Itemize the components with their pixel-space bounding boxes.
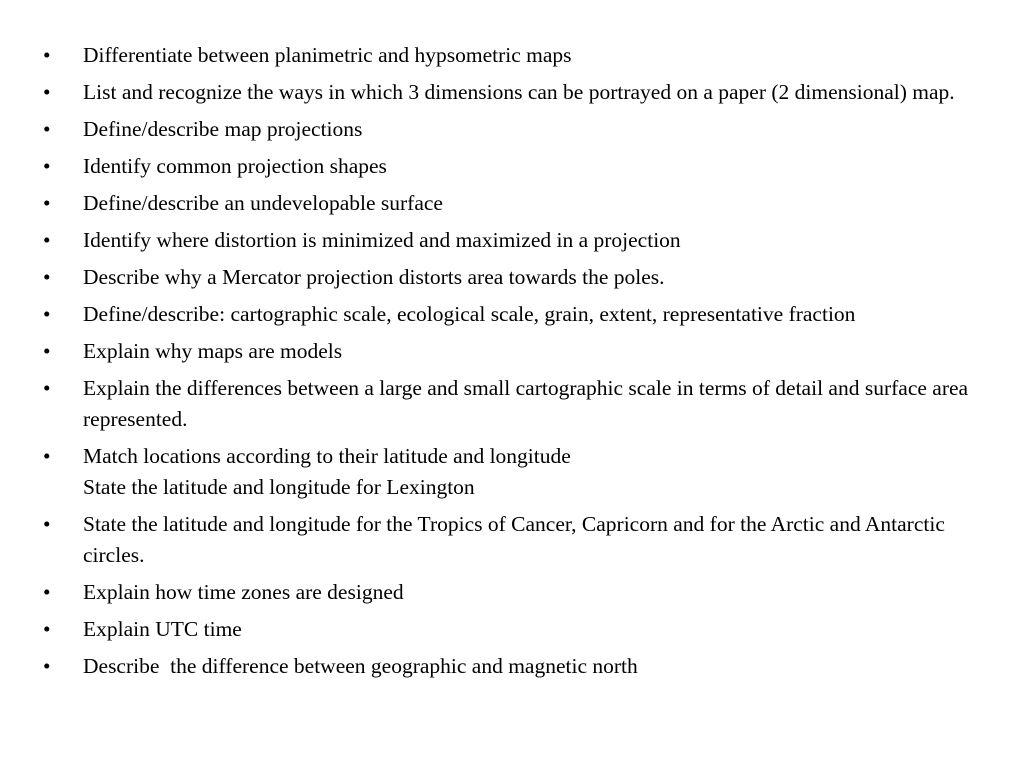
list-item — [43, 509, 983, 571]
list-item-text: State the latitude and longitude for Lexington — [83, 475, 475, 499]
list-item — [43, 373, 983, 435]
list-item — [43, 441, 983, 503]
bullet-icon: • — [43, 444, 51, 468]
bullet-icon: • — [43, 154, 51, 178]
list-item — [43, 77, 983, 108]
bullet-icon: • — [43, 228, 51, 252]
list-item — [43, 336, 983, 367]
list-item-text: State the latitude and longitude for the Tropics of Cancer, Capricorn and for the Arctic and Antarctic circles. — [83, 512, 951, 567]
list-item-text: Identify where distortion is minimized and maximized in a projection — [83, 228, 681, 252]
list-item-text: Explain UTC time — [83, 617, 242, 641]
bullet-icon: • — [43, 617, 51, 641]
bullet-icon: • — [43, 302, 51, 326]
list-item-text: List and recognize the ways in which 3 dimensions can be portrayed on a paper (2 dimensional) map. — [83, 80, 955, 104]
list-item — [43, 299, 983, 330]
list-item-text: Describe why a Mercator projection distorts area towards the poles. — [83, 265, 665, 289]
list-item-text: Explain how time zones are designed — [83, 580, 404, 604]
bullet-icon: • — [43, 339, 51, 363]
list-item — [43, 114, 983, 145]
bullet-icon: • — [43, 654, 51, 678]
list-item-text: Define/describe: cartographic scale, ecological scale, grain, extent, representative fraction — [83, 302, 856, 326]
bullet-icon: • — [43, 80, 51, 104]
list-item-text: Differentiate between planimetric and hypsometric maps — [83, 43, 572, 67]
list-item — [43, 651, 983, 682]
list-item-text: Match locations according to their latitude and longitude — [83, 444, 571, 468]
list-item-text: Identify common projection shapes — [83, 154, 387, 178]
bullet-icon: • — [43, 376, 51, 400]
bullet-icon: • — [43, 265, 51, 289]
list-item — [43, 188, 983, 219]
list-item-text: Explain why maps are models — [83, 339, 343, 363]
learning-objectives-list — [43, 40, 983, 688]
bullet-icon: • — [43, 191, 51, 215]
list-item — [43, 225, 983, 256]
list-item — [43, 151, 983, 182]
list-item-text: Define/describe an undevelopable surface — [83, 191, 443, 215]
list-item-text: Define/describe map projections — [83, 117, 363, 141]
list-item-text: Describe the difference between geographic and magnetic north — [83, 654, 638, 678]
list-item — [43, 577, 983, 608]
list-item — [43, 40, 983, 71]
list-item — [43, 614, 983, 645]
list-item — [43, 262, 983, 293]
bullet-icon: • — [43, 117, 51, 141]
bullet-icon: • — [43, 580, 51, 604]
bullet-icon: • — [43, 512, 51, 536]
list-item-text: Explain the differences between a large and small cartographic scale in terms of detail and surface area represented. — [83, 376, 974, 431]
bullet-icon: • — [43, 43, 51, 67]
